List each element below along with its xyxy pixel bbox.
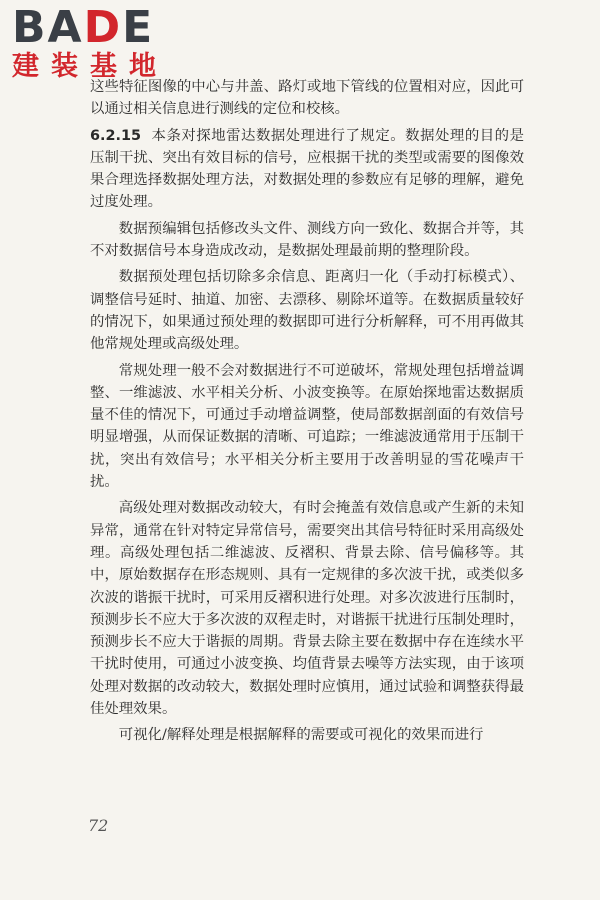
paragraph-visualization: 可视化/解释处理是根据解释的需要或可视化的效果而进行 xyxy=(118,727,484,744)
logo-tagline: 建装基地 xyxy=(12,51,168,82)
clause-text: 本条对探地雷达数据处理进行了规定。数据处理的目的是压制干扰、突出有效目标的信号，应根据干扰的类型或需要的图像效果合理选择数据处理方法，对数据处理的参数应有足够的理解，避免过度处理。 xyxy=(90,127,524,211)
logo-accent-letter: D xyxy=(83,2,123,53)
document-body xyxy=(90,76,524,751)
paragraph-regular-processing: 常规处理一般不会对数据进行不可逆破坏，常规处理包括增益调整、一维滤波、水平相关分析、小波变换等。在原始探地雷达数据质量不佳的情况下，可通过手动增益调整，使局部数据剖面的有效信号明显增强，从而保证数据的清晰、可追踪；一维滤波通常用于压制干扰，突出有效信号；水平相关分析主要用于改善明显的雪花噪声干扰。 xyxy=(90,362,524,491)
paragraph-advanced-processing: 高级处理对数据改动较大，有时会掩盖有效信息或产生新的未知异常，通常在针对特定异常信号，需要突出其信号特征时采用高级处理。高级处理包括二维滤波、反褶积、背景去除、信号偏移等。其中，原始数据存在形态规则、具有一定规律的多次波干扰，或类似多次波的谐振干扰时，可采用反褶积进行处理。对多次波进行压制时，预测步长不应大于多次波的双程走时，对谐振干扰进行压制处理时，预测步长不应大于谐振的周期。背景去除主要在数据中存在连续水平干扰时使用，可通过小波变换、均值背景去噪等方法实现，由于该项处理对数据的改动较大，数据处理时应慎用，通过试验和调整获得最佳处理效果。 xyxy=(90,500,524,718)
clause-number: 6.2.15 xyxy=(90,127,141,144)
logo-suffix: E xyxy=(122,2,155,53)
page-number: 72 xyxy=(88,816,109,835)
clause-paragraph xyxy=(90,125,524,214)
logo-prefix: BA xyxy=(12,2,84,53)
paragraph-pre-editing: 数据预编辑包括修改头文件、测线方向一致化、数据合并等，其不对数据信号本身造成改动，是数据处理最前期的整理阶段。 xyxy=(90,220,524,260)
paragraph-continuation: 这些特征图像的中心与井盖、路灯或地下管线的位置相对应，因此可以通过相关信息进行测线的定位和校核。 xyxy=(90,79,524,118)
bade-logo xyxy=(12,2,202,82)
logo-wordmark xyxy=(12,2,202,53)
paragraph-preprocessing: 数据预处理包括切除多余信息、距离归一化（手动打标模式）、调整信号延时、抽道、加密、去漂移、剔除坏道等。在数据质量较好的情况下，如果通过预处理的数据即可进行分析解释，可不用再做其他常规处理或高级处理。 xyxy=(90,269,524,353)
